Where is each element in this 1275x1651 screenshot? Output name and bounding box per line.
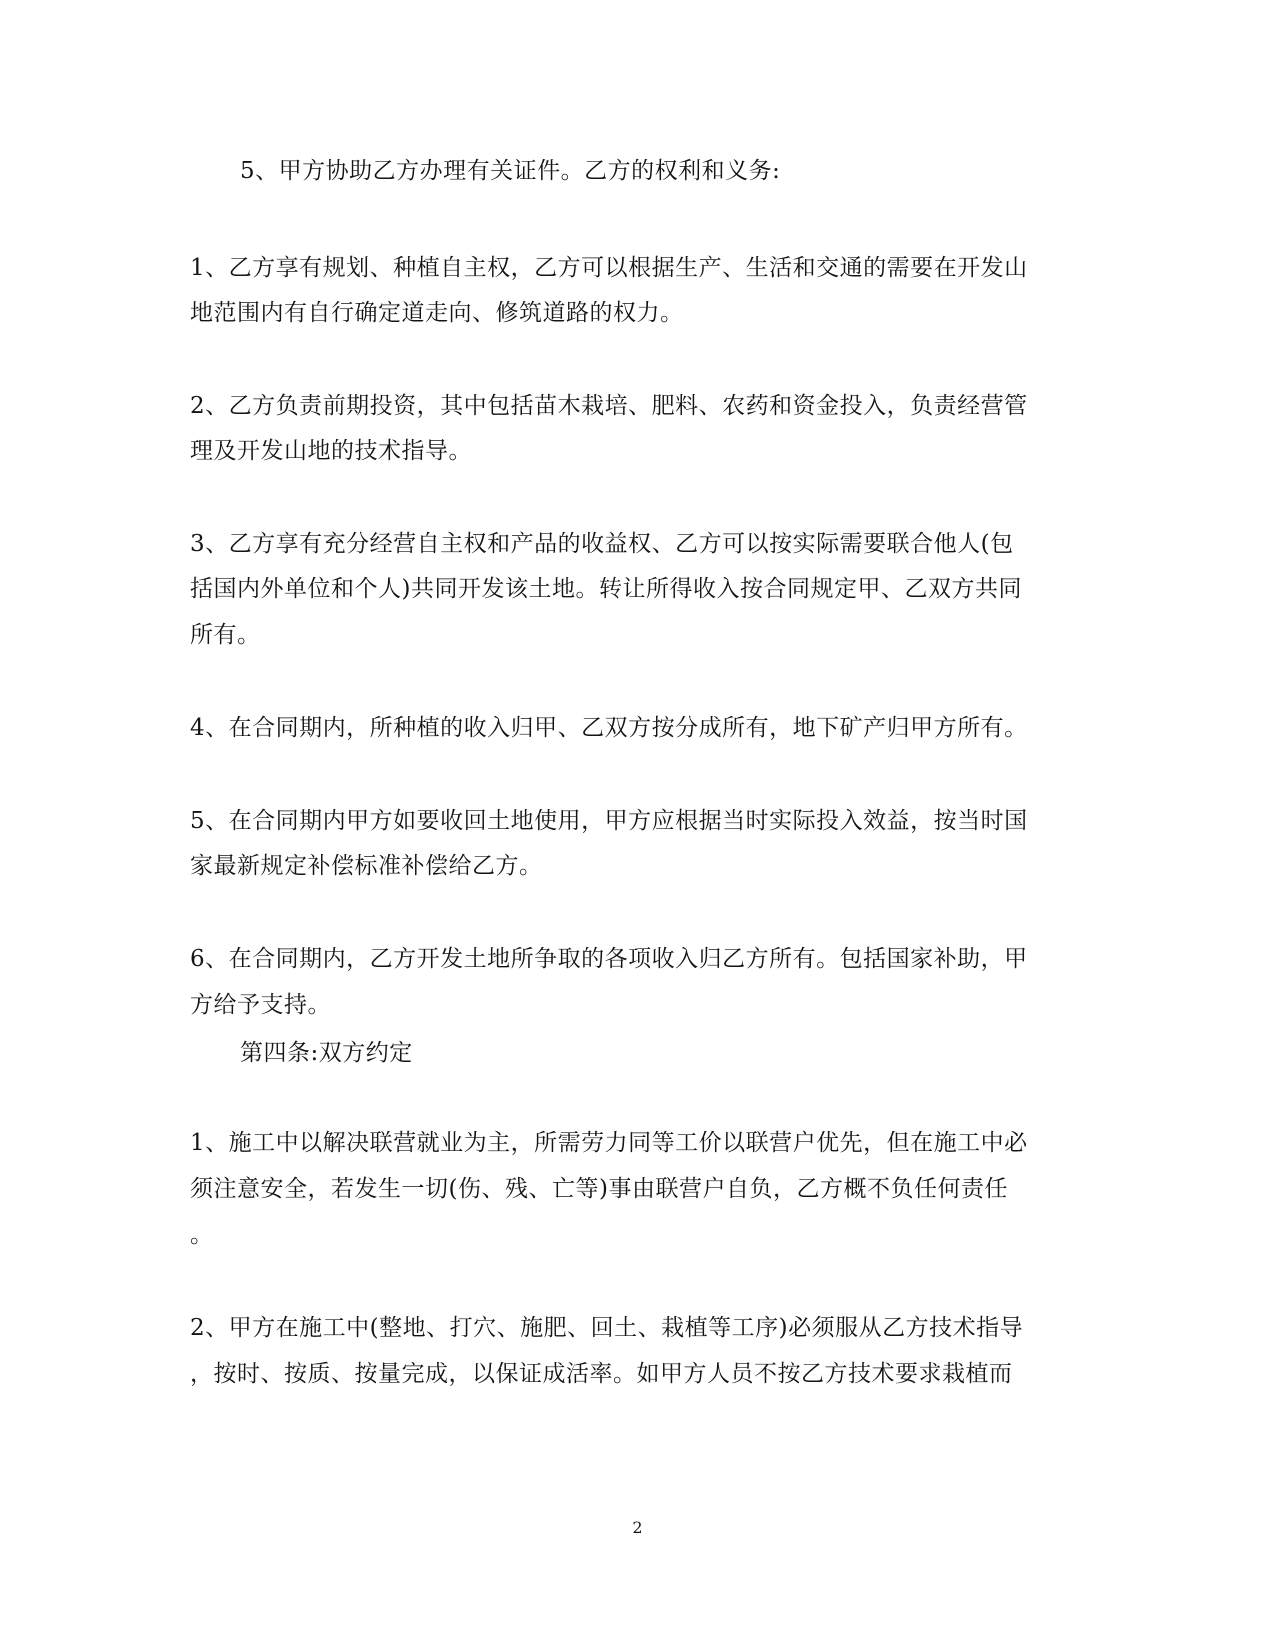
paragraph-line: 2、乙方负责前期投资，其中包括苗木栽培、肥料、农药和资金投入，负责经营管 — [190, 393, 1028, 419]
paragraph-line: 5、在合同期内甲方如要收回土地使用，甲方应根据当时实际投入效益，按当时国 — [190, 808, 1028, 834]
paragraph-line: 1、乙方享有规划、种植自主权，乙方可以根据生产、生活和交通的需要在开发山 — [190, 255, 1028, 281]
paragraph-line: 3、乙方享有充分经营自主权和产品的收益权、乙方可以按实际需要联合他人(包 — [190, 531, 1014, 557]
paragraph-line: 家最新规定补偿标准补偿给乙方。 — [190, 853, 543, 879]
page-number: 2 — [632, 1518, 643, 1537]
paragraph-line: 须注意安全，若发生一切(伤、残、亡等)事由联营户自负，乙方概不负任何责任 — [190, 1176, 1008, 1202]
paragraph-line: 所有。 — [190, 622, 261, 648]
paragraph-line: 5、甲方协助乙方办理有关证件。乙方的权利和义务: — [240, 158, 781, 184]
paragraph-line: 2、甲方在施工中(整地、打穴、施肥、回土、栽植等工序)必须服从乙方技术指导 — [190, 1315, 1024, 1341]
paragraph-line: 地范围内有自行确定道走向、修筑道路的权力。 — [190, 300, 684, 326]
paragraph-line: 方给予支持。 — [190, 992, 331, 1018]
paragraph-line: 理及开发山地的技术指导。 — [190, 438, 472, 464]
paragraph-line: ，按时、按质、按量完成，以保证成活率。如甲方人员不按乙方技术要求栽植而 — [190, 1361, 1013, 1387]
paragraph-line: 4、在合同期内，所种植的收入归甲、乙双方按分成所有，地下矿产归甲方所有。 — [190, 715, 1028, 741]
paragraph-line: 。 — [190, 1222, 214, 1248]
paragraph-line: 括国内外单位和个人)共同开发该土地。转让所得收入按合同规定甲、乙双方共同 — [190, 576, 1022, 602]
section-heading: 第四条:双方约定 — [240, 1040, 413, 1066]
paragraph-line: 1、施工中以解决联营就业为主，所需劳力同等工价以联营户优先，但在施工中必 — [190, 1130, 1028, 1156]
paragraph-line: 6、在合同期内，乙方开发土地所争取的各项收入归乙方所有。包括国家补助，甲 — [190, 946, 1028, 972]
